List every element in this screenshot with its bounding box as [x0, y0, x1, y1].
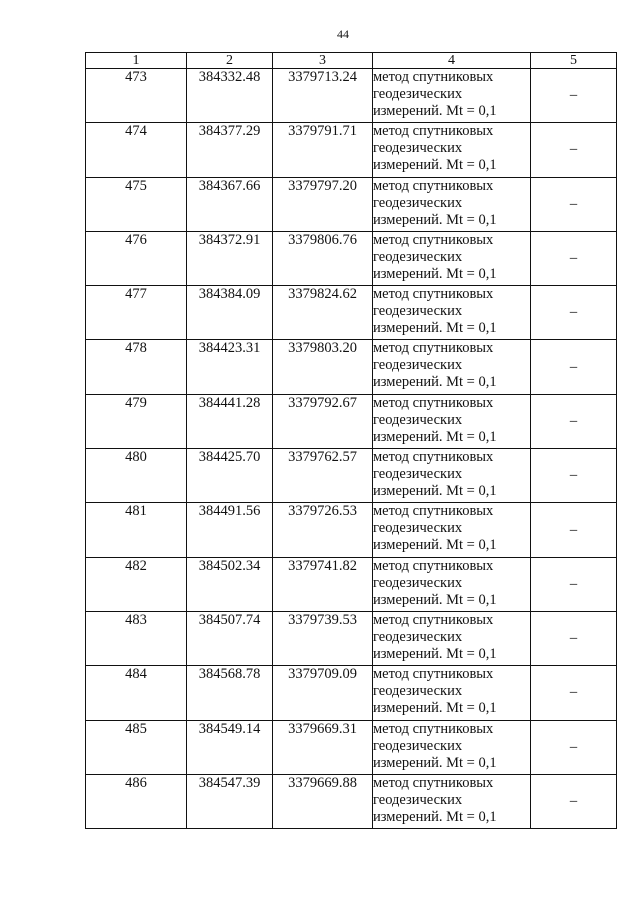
cell-x-coordinate: 384568.78	[187, 666, 273, 720]
cell-point-number: 485	[86, 720, 187, 774]
cell-y-coordinate: 3379762.57	[273, 449, 373, 503]
cell-y-coordinate: 3379797.20	[273, 177, 373, 231]
cell-method: метод спутниковых геодезических измерений. Mt = 0,1	[373, 286, 531, 340]
table-row	[86, 231, 617, 285]
table-row	[86, 69, 617, 123]
cell-method: метод спутниковых геодезических измерений. Mt = 0,1	[373, 774, 531, 828]
cell-method: метод спутниковых геодезических измерений. Mt = 0,1	[373, 666, 531, 720]
cell-note: –	[531, 231, 617, 285]
table-header	[86, 53, 617, 69]
cell-point-number: 475	[86, 177, 187, 231]
cell-note: –	[531, 611, 617, 665]
cell-point-number: 478	[86, 340, 187, 394]
cell-method: метод спутниковых геодезических измерений. Mt = 0,1	[373, 69, 531, 123]
table-body	[86, 69, 617, 829]
header-row	[86, 53, 617, 69]
cell-note: –	[531, 340, 617, 394]
table-row	[86, 557, 617, 611]
cell-point-number: 481	[86, 503, 187, 557]
table-row	[86, 340, 617, 394]
table-row	[86, 503, 617, 557]
cell-method: метод спутниковых геодезических измерений. Mt = 0,1	[373, 177, 531, 231]
cell-method: метод спутниковых геодезических измерений. Mt = 0,1	[373, 340, 531, 394]
cell-method: метод спутниковых геодезических измерений. Mt = 0,1	[373, 720, 531, 774]
cell-y-coordinate: 3379726.53	[273, 503, 373, 557]
cell-note: –	[531, 666, 617, 720]
page-number: 44	[337, 27, 349, 41]
header-col-3: 3	[273, 53, 373, 69]
cell-note: –	[531, 503, 617, 557]
cell-y-coordinate: 3379669.31	[273, 720, 373, 774]
cell-method: метод спутниковых геодезических измерений. Mt = 0,1	[373, 123, 531, 177]
table-row	[86, 123, 617, 177]
cell-y-coordinate: 3379806.76	[273, 231, 373, 285]
cell-point-number: 477	[86, 286, 187, 340]
cell-y-coordinate: 3379803.20	[273, 340, 373, 394]
cell-note: –	[531, 774, 617, 828]
cell-point-number: 483	[86, 611, 187, 665]
cell-point-number: 486	[86, 774, 187, 828]
cell-point-number: 476	[86, 231, 187, 285]
cell-x-coordinate: 384377.29	[187, 123, 273, 177]
cell-method: метод спутниковых геодезических измерений. Mt = 0,1	[373, 503, 531, 557]
cell-y-coordinate: 3379713.24	[273, 69, 373, 123]
cell-x-coordinate: 384384.09	[187, 286, 273, 340]
table-row	[86, 394, 617, 448]
table-row	[86, 286, 617, 340]
cell-point-number: 482	[86, 557, 187, 611]
cell-x-coordinate: 384367.66	[187, 177, 273, 231]
table-row	[86, 611, 617, 665]
cell-y-coordinate: 3379669.88	[273, 774, 373, 828]
table-row	[86, 449, 617, 503]
cell-x-coordinate: 384332.48	[187, 69, 273, 123]
cell-x-coordinate: 384423.31	[187, 340, 273, 394]
cell-note: –	[531, 286, 617, 340]
cell-note: –	[531, 69, 617, 123]
cell-y-coordinate: 3379739.53	[273, 611, 373, 665]
cell-note: –	[531, 449, 617, 503]
cell-note: –	[531, 720, 617, 774]
cell-x-coordinate: 384441.28	[187, 394, 273, 448]
cell-note: –	[531, 123, 617, 177]
cell-x-coordinate: 384372.91	[187, 231, 273, 285]
table-row	[86, 720, 617, 774]
cell-y-coordinate: 3379824.62	[273, 286, 373, 340]
cell-y-coordinate: 3379791.71	[273, 123, 373, 177]
coordinates-table	[85, 52, 617, 829]
cell-method: метод спутниковых геодезических измерений. Mt = 0,1	[373, 231, 531, 285]
cell-note: –	[531, 557, 617, 611]
cell-point-number: 480	[86, 449, 187, 503]
cell-x-coordinate: 384547.39	[187, 774, 273, 828]
cell-x-coordinate: 384507.74	[187, 611, 273, 665]
cell-x-coordinate: 384425.70	[187, 449, 273, 503]
cell-x-coordinate: 384502.34	[187, 557, 273, 611]
cell-point-number: 479	[86, 394, 187, 448]
table-row	[86, 666, 617, 720]
cell-x-coordinate: 384549.14	[187, 720, 273, 774]
header-col-4: 4	[373, 53, 531, 69]
cell-method: метод спутниковых геодезических измерений. Mt = 0,1	[373, 449, 531, 503]
cell-method: метод спутниковых геодезических измерений. Mt = 0,1	[373, 611, 531, 665]
cell-note: –	[531, 177, 617, 231]
cell-method: метод спутниковых геодезических измерений. Mt = 0,1	[373, 394, 531, 448]
table-row	[86, 774, 617, 828]
cell-note: –	[531, 394, 617, 448]
cell-point-number: 473	[86, 69, 187, 123]
cell-point-number: 474	[86, 123, 187, 177]
cell-point-number: 484	[86, 666, 187, 720]
cell-y-coordinate: 3379709.09	[273, 666, 373, 720]
header-col-1: 1	[86, 53, 187, 69]
header-col-2: 2	[187, 53, 273, 69]
cell-method: метод спутниковых геодезических измерений. Mt = 0,1	[373, 557, 531, 611]
table-row	[86, 177, 617, 231]
header-col-5: 5	[531, 53, 617, 69]
cell-y-coordinate: 3379741.82	[273, 557, 373, 611]
cell-x-coordinate: 384491.56	[187, 503, 273, 557]
cell-y-coordinate: 3379792.67	[273, 394, 373, 448]
